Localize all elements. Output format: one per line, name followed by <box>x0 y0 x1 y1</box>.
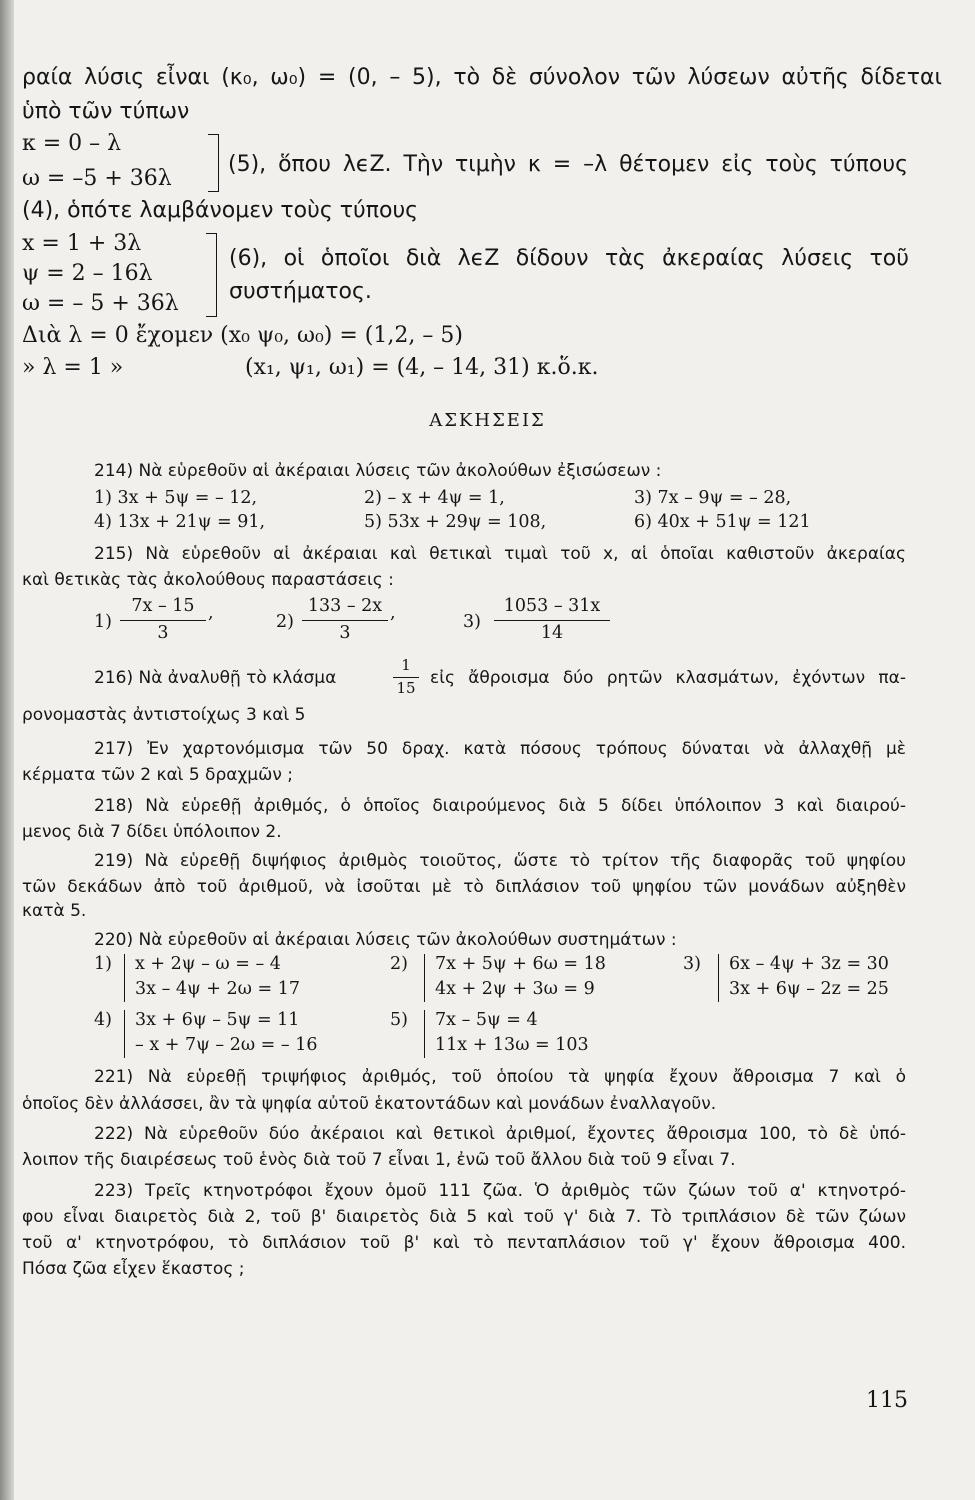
ex217-line-1: 217) Ἐν χαρτονόμισμα τῶν 50 δραχ. κατὰ πόσους τρόπους δύναται νὰ ἀλλαχθῇ μὲ <box>94 739 906 759</box>
ex218-line-1: 218) Νὰ εὑρεθῇ ἀριθμός, ὁ ὁποῖος διαιρούμενος διὰ 5 δίδει ὑπόλοιπον 3 καὶ διαιρού- <box>94 796 906 816</box>
ex220-s5-eq2: 11x + 13ω = 103 <box>435 1035 589 1055</box>
ex220-s1-eq2: 3x – 4ψ + 2ω = 17 <box>135 979 300 999</box>
ex215-f2-line <box>302 620 388 621</box>
ex215-f2-label: 2) <box>276 612 294 632</box>
ex215-f1-comma: , <box>208 603 214 623</box>
ex214-text: 214) Νὰ εὑρεθοῦν αἱ ἀκέραιαι λύσεις τῶν ἀκολούθων ἐξισώσεων : <box>94 461 662 481</box>
ex215-f2-num: 133 – 2x <box>307 596 383 616</box>
sys6-text-2: συστήματος. <box>229 279 372 304</box>
intro-line-2: ὑπὸ τῶν τύπων <box>22 99 190 124</box>
ex216-frac-den: 15 <box>396 679 416 697</box>
ex220-s1-bar <box>124 954 125 1002</box>
ex222-line-1: 222) Νὰ εὑρεθοῦν δύο ἀκέραιοι καὶ θετικοὶ ἀριθμοί, ἔχοντες ἄθροισμα 100, τὸ δὲ ὑπό- <box>94 1124 906 1144</box>
ex215-f1-label: 1) <box>94 612 112 632</box>
sys5-eq1: κ = 0 – λ <box>22 131 122 156</box>
ex223-line-4: Πόσα ζῶα εἶχεν ἕκαστος ; <box>22 1259 245 1279</box>
ex215-line-1: 215) Νὰ εὑρεθοῦν αἱ ἀκέραιαι καὶ θετικαὶ τιμαὶ τοῦ x, αἱ ὁποῖαι καθιστοῦν ἀκεραίας <box>94 544 906 564</box>
ex223-line-2: φου εἶναι διαιρετὸς διὰ 2, τοῦ β' διαιρετὸς διὰ 5 καὶ τοῦ γ' διὰ 7. Τὸ τριπλάσιον δὲ τῶν ζώων <box>22 1207 906 1227</box>
dia-line-2a: » λ = 1 » <box>22 355 124 380</box>
ex216-pre: 216) Νὰ ἀναλυθῇ τὸ κλάσμα <box>94 668 337 688</box>
ex215-f3-label: 3) <box>463 612 481 632</box>
line-4: (4), ὁπότε λαμβάνομεν τοὺς τύπους <box>22 198 419 223</box>
ex220-s4-bar <box>124 1010 125 1058</box>
page-number: 115 <box>866 1388 908 1413</box>
scan-edge <box>0 0 14 1500</box>
sys6-text-1: (6), οἱ ὁποῖοι διὰ λϵΖ δίδουν τὰς ἀκεραίας λύσεις τοῦ <box>229 246 909 271</box>
ex220-s2-eq1: 7x + 5ψ + 6ω = 18 <box>435 954 606 974</box>
ex215-f3-num: 1053 – 31x <box>503 596 601 616</box>
ex214-eq-2: 2) – x + 4ψ = 1, <box>364 488 505 508</box>
ex215-f1-den: 3 <box>157 623 169 643</box>
ex215-f1-num: 7x – 15 <box>131 596 195 616</box>
intro-line-1: ραία λύσις εἶναι (κ₀, ω₀) = (0, – 5), τὸ δὲ σύνολον τῶν λύσεων αὐτῆς δίδεται <box>22 65 942 90</box>
ex214-eq-4: 4) 13x + 21ψ = 91, <box>94 512 266 532</box>
ex218-line-2: μενος διὰ 7 δίδει ὑπόλοιπον 2. <box>22 822 282 842</box>
ex217-line-2: κέρματα τῶν 2 καὶ 5 δραχμῶν ; <box>22 765 293 785</box>
ex221-line-1: 221) Νὰ εὑρεθῇ τριψήφιος ἀριθμός, τοῦ ὁποίου τὰ ψηφία ἔχουν ἄθροισμα 7 καὶ ὁ <box>94 1067 906 1087</box>
sys6-eq2: ψ = 2 – 16λ <box>22 261 153 286</box>
ex215-f3-den: 14 <box>540 623 564 643</box>
ex220-s3-bar <box>718 954 719 1002</box>
ex220-s4-eq2: – x + 7ψ – 2ω = – 16 <box>135 1035 318 1055</box>
ex220-s3-eq2: 3x + 6ψ – 2z = 25 <box>729 979 889 999</box>
ex215-f2-comma: , <box>390 603 396 623</box>
ex220-s5-label: 5) <box>390 1010 408 1030</box>
ex220-s5-bar <box>424 1010 425 1058</box>
sys5-eq2: ω = –5 + 36λ <box>22 166 172 191</box>
ex223-line-3: τοῦ α' κτηνοτρόφου, τὸ διπλάσιον τοῦ β' καὶ τὸ πενταπλάσιον τοῦ γ' ἔχουν ἄθροισμα 400. <box>22 1233 906 1253</box>
dia-line-2b: (x₁, ψ₁, ω₁) = (4, – 14, 31) κ.ὅ.κ. <box>245 355 599 380</box>
ex219-line-1: 219) Νὰ εὑρεθῇ διψήφιος ἀριθμὸς τοιοῦτος, ὥστε τὸ τρίτον τῆς διαφορᾶς τοῦ ψηφίου <box>94 851 906 871</box>
ex219-line-2: τῶν δεκάδων ἀπὸ τοῦ ἀριθμοῦ, νὰ ἰσοῦται μὲ τὸ διπλάσιον τοῦ ψηφίου τῶν μονάδων αὐξηθὲν <box>22 877 906 897</box>
ex216-frac-line <box>393 677 419 678</box>
ex223-line-1: 223) Τρεῖς κτηνοτρόφοι ἔχουν ὁμοῦ 111 ζῶα. Ὁ ἀριθμὸς τῶν ζώων τοῦ α' κτηνοτρό- <box>94 1181 906 1201</box>
sys6-brace <box>206 233 217 317</box>
sys5-brace <box>208 134 219 192</box>
ex214-eq-5: 5) 53x + 29ψ = 108, <box>364 512 547 532</box>
ex220-s4-eq1: 3x + 6ψ – 5ψ = 11 <box>135 1010 300 1030</box>
dia-line-1: Διὰ λ = 0 ἔχομεν (x₀ ψ₀, ω₀) = (1,2, – 5) <box>22 323 463 348</box>
ex220-s3-label: 3) <box>683 954 701 974</box>
ex222-line-2: λοιπον τῆς διαιρέσεως τοῦ ἑνὸς διὰ τοῦ 7 εἶναι 1, ἐνῶ τοῦ ἄλλου διὰ τοῦ 9 εἶναι 7. <box>22 1150 736 1170</box>
sys5-text: (5), ὅπου λϵΖ. Τὴν τιμὴν κ = –λ θέτομεν εἰς τοὺς τύπους <box>228 152 908 177</box>
ex214-eq-6: 6) 40x + 51ψ = 121 <box>634 512 811 532</box>
ex214-eq-3: 3) 7x – 9ψ = – 28, <box>634 488 792 508</box>
ex219-line-3: κατὰ 5. <box>22 901 87 921</box>
ex220-s4-label: 4) <box>94 1010 112 1030</box>
ex214-eq-1: 1) 3x + 5ψ = – 12, <box>94 488 258 508</box>
ex220-s3-eq1: 6x – 4ψ + 3z = 30 <box>729 954 889 974</box>
exercises-heading: ΑΣΚΗΣΕΙΣ <box>429 410 546 431</box>
ex216-frac-num: 1 <box>401 656 411 674</box>
ex215-f1-line <box>120 620 206 621</box>
ex216-post: εἰς ἄθροισμα δύο ρητῶν κλασμάτων, ἐχόντων πα- <box>430 668 906 688</box>
ex220-s2-eq2: 4x + 2ψ + 3ω = 9 <box>435 979 595 999</box>
ex220-s1-label: 1) <box>94 954 112 974</box>
ex215-line-2: καὶ θετικὰς τὰς ἀκολούθους παραστάσεις : <box>22 570 394 590</box>
ex220-s2-label: 2) <box>390 954 408 974</box>
sys6-eq1: x = 1 + 3λ <box>22 231 142 256</box>
ex215-f2-den: 3 <box>339 623 351 643</box>
ex220-text: 220) Νὰ εὑρεθοῦν αἱ ἀκέραιαι λύσεις τῶν ἀκολούθων συστημάτων : <box>94 930 677 950</box>
ex220-s2-bar <box>424 954 425 1002</box>
ex220-s5-eq1: 7x – 5ψ = 4 <box>435 1010 538 1030</box>
sys6-eq3: ω = – 5 + 36λ <box>22 291 179 316</box>
ex216-line-2: ρονομαστὰς ἀντιστοίχως 3 καὶ 5 <box>22 705 306 725</box>
ex221-line-2: ὁποῖος δὲν ἀλλάσσει, ἂν τὰ ψηφία αὐτοῦ ἑκατοντάδων καὶ μονάδων ἐναλλαγοῦν. <box>22 1094 717 1114</box>
ex215-f3-line <box>494 620 610 621</box>
ex220-s1-eq1: x + 2ψ – ω = – 4 <box>135 954 281 974</box>
